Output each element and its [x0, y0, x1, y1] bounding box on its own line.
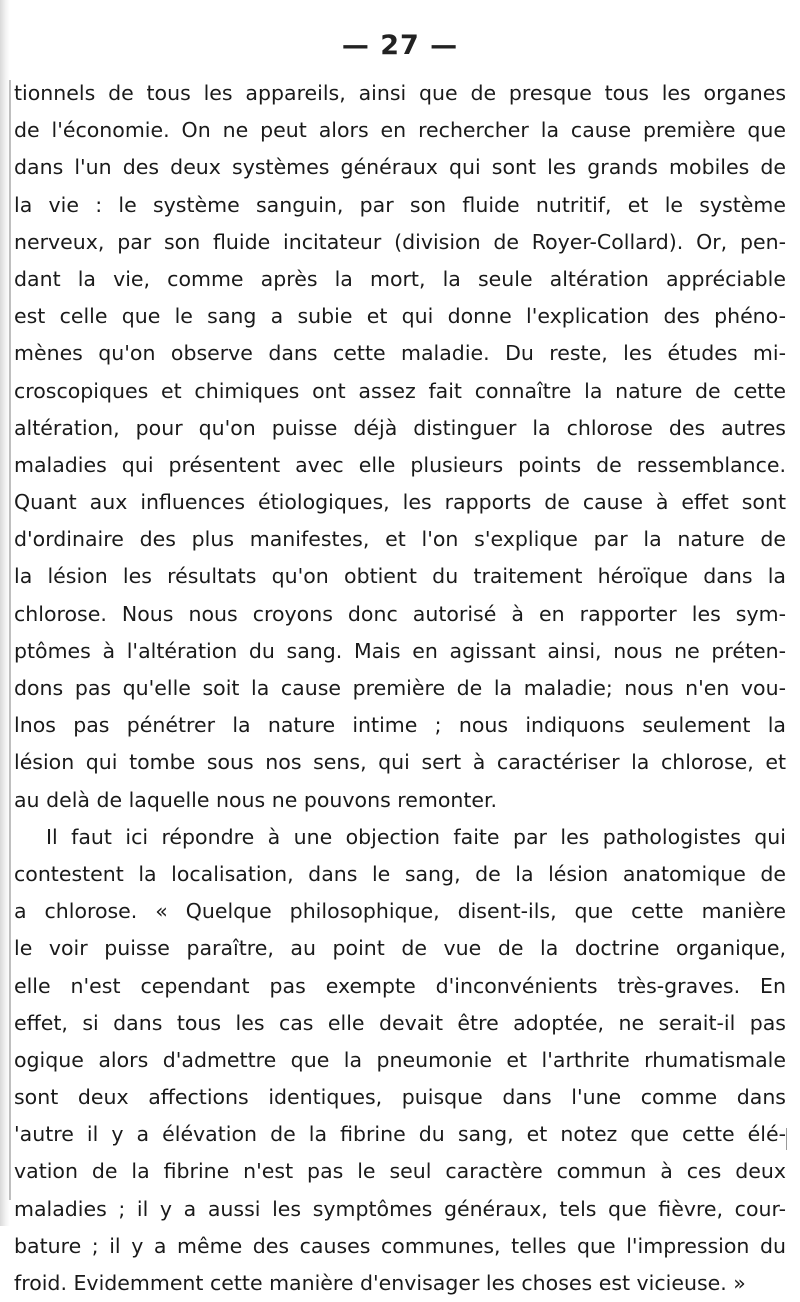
text-line: nerveux, par son fluide incitateur (division de Royer-Collard). Or, pen-: [14, 229, 786, 254]
text-line: la vie : le système sanguin, par son fluide nutritif, et le système: [14, 192, 786, 217]
text-line: lnos pas pénétrer la nature intime ; nous indiquons seulement la: [14, 713, 786, 738]
text-line: tionnels de tous les appareils, ainsi que de presque tous les organes: [14, 81, 786, 105]
text-line: bature ; il y a même des causes communes, telles que l'impression du: [14, 1233, 786, 1258]
text-line: ogique alors d'admettre que la pneumonie et l'arthrite rhumatismale: [14, 1047, 786, 1072]
scan-mark: [786, 1128, 787, 1150]
text-line: dans l'un des deux systèmes généraux qui sont les grands mobiles de: [14, 155, 786, 180]
text-line: vation de la fibrine n'est pas le seul caractère commun à ces deux: [14, 1159, 786, 1184]
text-line: dant la vie, comme après la mort, la seule altération appréciable: [14, 266, 786, 291]
text-line: altération, pour qu'on puisse déjà distinguer la chlorose des autres: [14, 415, 786, 440]
text-line: a chlorose. « Quelque philosophique, disent-ils, que cette manière: [14, 899, 786, 924]
text-line-paragraph-end: au delà de laquelle nous ne pouvons remonter.: [14, 787, 498, 812]
text-line: dons pas qu'elle soit la cause première de la maladie; nous n'en vou-: [14, 676, 786, 700]
text-line: sont deux affections identiques, puisque dans l'une comme dans: [14, 1085, 786, 1110]
text-line: maladies ; il y a aussi les symptômes généraux, tels que fièvre, cour-: [14, 1196, 786, 1221]
text-line: maladies qui présentent avec elle plusieurs points de ressemblance.: [14, 452, 786, 477]
text-line: lésion qui tombe sous nos sens, qui sert à caractériser la chlorose, et: [14, 750, 786, 775]
text-line: chlorose. Nous nous croyons donc autorisé à en rapporter les sym-: [14, 601, 786, 626]
text-line: Quant aux influences étiologiques, les rapports de cause à effet sont: [14, 490, 786, 515]
text-line: la lésion les résultats qu'on obtient du traitement héroïque dans la: [14, 564, 786, 589]
text-line: de l'économie. On ne peut alors en rechercher la cause première que: [14, 118, 786, 143]
text-line: effet, si dans tous les cas elle devait être adoptée, ne serait-il pas: [14, 1010, 786, 1035]
text-line: mènes qu'on observe dans cette maladie. Du reste, les études mi-: [14, 341, 786, 366]
text-line: 'autre il y a élévation de la fibrine du sang, et notez que cette élé-: [14, 1122, 786, 1147]
text-line-paragraph-end: froid. Evidemment cette manière d'envisager les choses est vicieuse. »: [14, 1271, 746, 1295]
text-line: est celle que le sang a subie et qui donne l'explication des phéno-: [14, 304, 786, 329]
page-number: — 27 —: [341, 30, 459, 61]
text-line: d'ordinaire des plus manifestes, et l'on s'explique par la nature de: [14, 527, 786, 552]
text-line: croscopiques et chimiques ont assez fait connaître la nature de cette: [14, 378, 786, 403]
text-line: ptômes à l'altération du sang. Mais en agissant ainsi, nous ne préten-: [14, 638, 786, 663]
text-line: elle n'est cependant pas exempte d'inconvénients très-graves. En: [14, 973, 786, 998]
binding-edge-line: [9, 80, 11, 1200]
text-line: contestent la localisation, dans le sang, de la lésion anatomique de: [14, 861, 786, 886]
text-line: le voir puisse paraître, au point de vue de la doctrine organique,: [14, 936, 786, 961]
body-text: [14, 75, 786, 1302]
text-line-paragraph-start: Il faut ici répondre à une objection faite par les pathologistes qui: [46, 824, 786, 849]
